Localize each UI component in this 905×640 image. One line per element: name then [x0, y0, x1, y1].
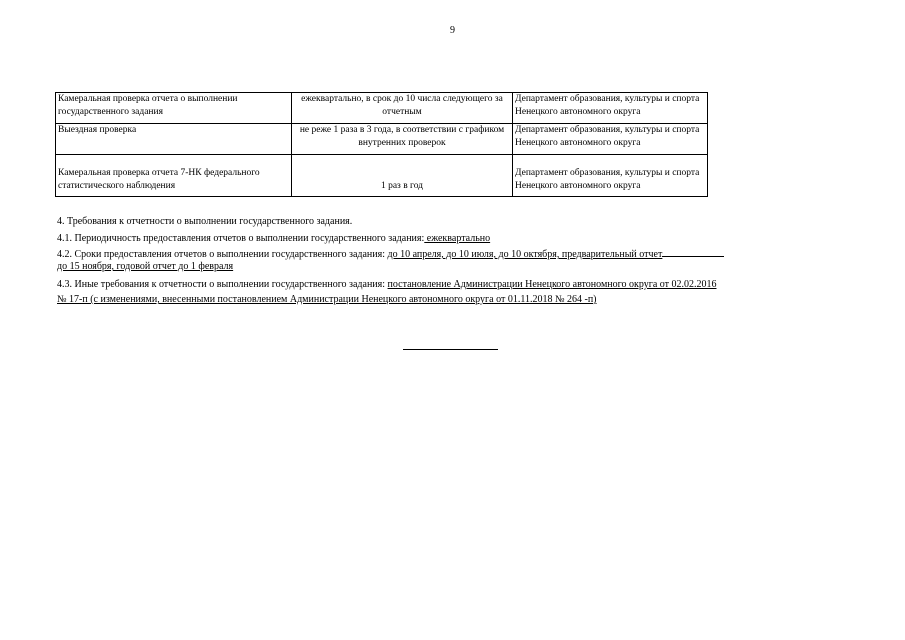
authority-cell: Департамент образования, культуры и спорта Ненецкого автономного округа: [513, 124, 708, 155]
page-number: 9: [450, 25, 455, 36]
underline-fill: [662, 247, 724, 257]
control-table: [55, 92, 708, 197]
item-4-2-cont: [57, 261, 233, 272]
item-4-2-value-line2: до 15 ноября, годовой отчет до 1 февраля: [57, 261, 234, 272]
section-4-heading: 4. Требования к отчетности о выполнении государственного задания.: [57, 216, 353, 227]
separator-line: [403, 349, 498, 350]
item-4-3: [57, 279, 717, 290]
periodicity-cell: не реже 1 раза в 3 года, в соответствии с графиком внутренних проверок: [292, 124, 513, 155]
item-4-2-label: 4.2. Сроки предоставления отчетов о выполнении государственного задания:: [57, 249, 388, 260]
control-form-cell: Камеральная проверка отчета 7-НК федерального статистического наблюдения: [56, 155, 292, 197]
control-form-cell: Камеральная проверка отчета о выполнении государственного задания: [56, 93, 292, 124]
item-4-1: [57, 233, 490, 244]
periodicity-cell: 1 раз в год: [292, 155, 513, 197]
item-4-2: [57, 247, 724, 260]
table-row: [56, 124, 708, 155]
periodicity-cell: ежеквартально, в срок до 10 числа следующего за отчетным: [292, 93, 513, 124]
table-row: [56, 93, 708, 124]
item-4-3-value-line1: постановление Администрации Ненецкого автономного округа от 02.02.2016: [387, 279, 717, 290]
item-4-3-cont: [57, 294, 597, 305]
item-4-3-value-line2: № 17-п (с изменениями, внесенными постановлением Администрации Ненецкого автономного округа от 01.11.2018 № 264 -п): [57, 294, 597, 305]
item-4-1-value: ежеквартально: [424, 233, 491, 244]
item-4-1-label: 4.1. Периодичность предоставления отчетов о выполнении государственного задания:: [57, 233, 425, 244]
authority-cell: Департамент образования, культуры и спорта Ненецкого автономного округа: [513, 155, 708, 197]
control-form-cell: Выездная проверка: [56, 124, 292, 155]
authority-cell: Департамент образования, культуры и спорта Ненецкого автономного округа: [513, 93, 708, 124]
item-4-3-label: 4.3. Иные требования к отчетности о выполнении государственного задания:: [57, 279, 388, 290]
item-4-2-value-line1: до 10 апреля, до 10 июля, до 10 октября, предварительный отчет: [387, 249, 663, 260]
table-row: [56, 155, 708, 197]
